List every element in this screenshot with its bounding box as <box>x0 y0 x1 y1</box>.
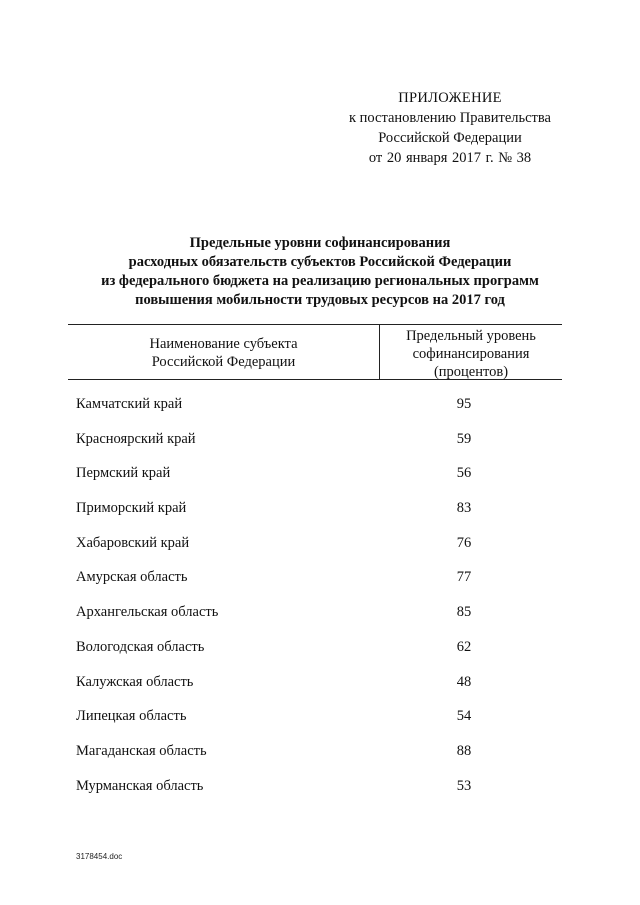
table-row <box>76 741 562 776</box>
region-name: Камчатский край <box>76 396 183 412</box>
column-header-level-line-1: Предельный уровень <box>406 328 536 344</box>
column-header-level-line-2: софинансирования <box>412 346 530 362</box>
table-row <box>76 602 562 637</box>
column-header-level <box>380 327 562 381</box>
region-name: Мурманская область <box>76 777 204 794</box>
cofinancing-level: 54 <box>456 708 472 725</box>
title-line-4: повышения мобильности трудовых ресурсов на 2017 год <box>135 292 505 308</box>
table-row <box>76 672 562 707</box>
resolution-date-number: от 20 января 2017 г. № 38 <box>368 150 532 166</box>
table-row <box>76 637 562 672</box>
table-row <box>76 463 562 498</box>
cofinancing-level: 53 <box>456 777 472 794</box>
region-name: Калужская область <box>76 673 194 690</box>
cofinancing-level: 62 <box>456 638 472 655</box>
cofinancing-level: 83 <box>456 500 472 517</box>
table-header <box>68 324 562 380</box>
title-line-3: из федерального бюджета на реализацию региональных программ <box>101 273 539 289</box>
table-body <box>76 394 562 810</box>
cofinancing-level: 85 <box>456 604 472 621</box>
government-name: Российской Федерации <box>378 130 522 146</box>
column-header-region <box>68 335 379 371</box>
appendix-header <box>330 88 570 168</box>
region-name: Архангельская область <box>76 604 219 621</box>
region-name: Амурская область <box>76 569 188 586</box>
table-row <box>76 776 562 811</box>
appendix-label: ПРИЛОЖЕНИЕ <box>398 90 502 106</box>
region-name: Хабаровский край <box>76 534 190 551</box>
column-header-region-line-1: Наименование субъекта <box>149 336 298 352</box>
region-name: Магаданская область <box>76 742 207 759</box>
table-row <box>76 567 562 602</box>
cofinancing-level: 48 <box>456 673 472 690</box>
cofinancing-level: 76 <box>456 534 472 551</box>
region-name: Приморский край <box>76 500 187 517</box>
cofinancing-level: 59 <box>456 430 472 447</box>
title-line-2: расходных обязательств субъектов Российской Федерации <box>128 254 512 270</box>
column-header-level-line-3: (процентов) <box>433 364 509 380</box>
cofinancing-level: 56 <box>456 465 472 482</box>
column-header-region-line-2: Российской Федерации <box>151 354 296 370</box>
table-row <box>76 394 562 429</box>
table-row <box>76 429 562 464</box>
cofinancing-level: 95 <box>456 396 472 412</box>
region-name: Вологодская область <box>76 638 205 655</box>
resolution-reference: к постановлению Правительства <box>349 110 551 126</box>
region-name: Липецкая область <box>76 708 187 725</box>
table-row <box>76 498 562 533</box>
cofinancing-level: 88 <box>456 742 472 759</box>
table-row <box>76 706 562 741</box>
file-code: 3178454.doc <box>76 852 123 861</box>
document-title <box>60 234 580 310</box>
region-name: Пермский край <box>76 465 171 482</box>
region-name: Красноярский край <box>76 430 196 447</box>
cofinancing-level: 77 <box>456 569 472 586</box>
title-line-1: Предельные уровни софинансирования <box>189 235 451 251</box>
table-row <box>76 533 562 568</box>
